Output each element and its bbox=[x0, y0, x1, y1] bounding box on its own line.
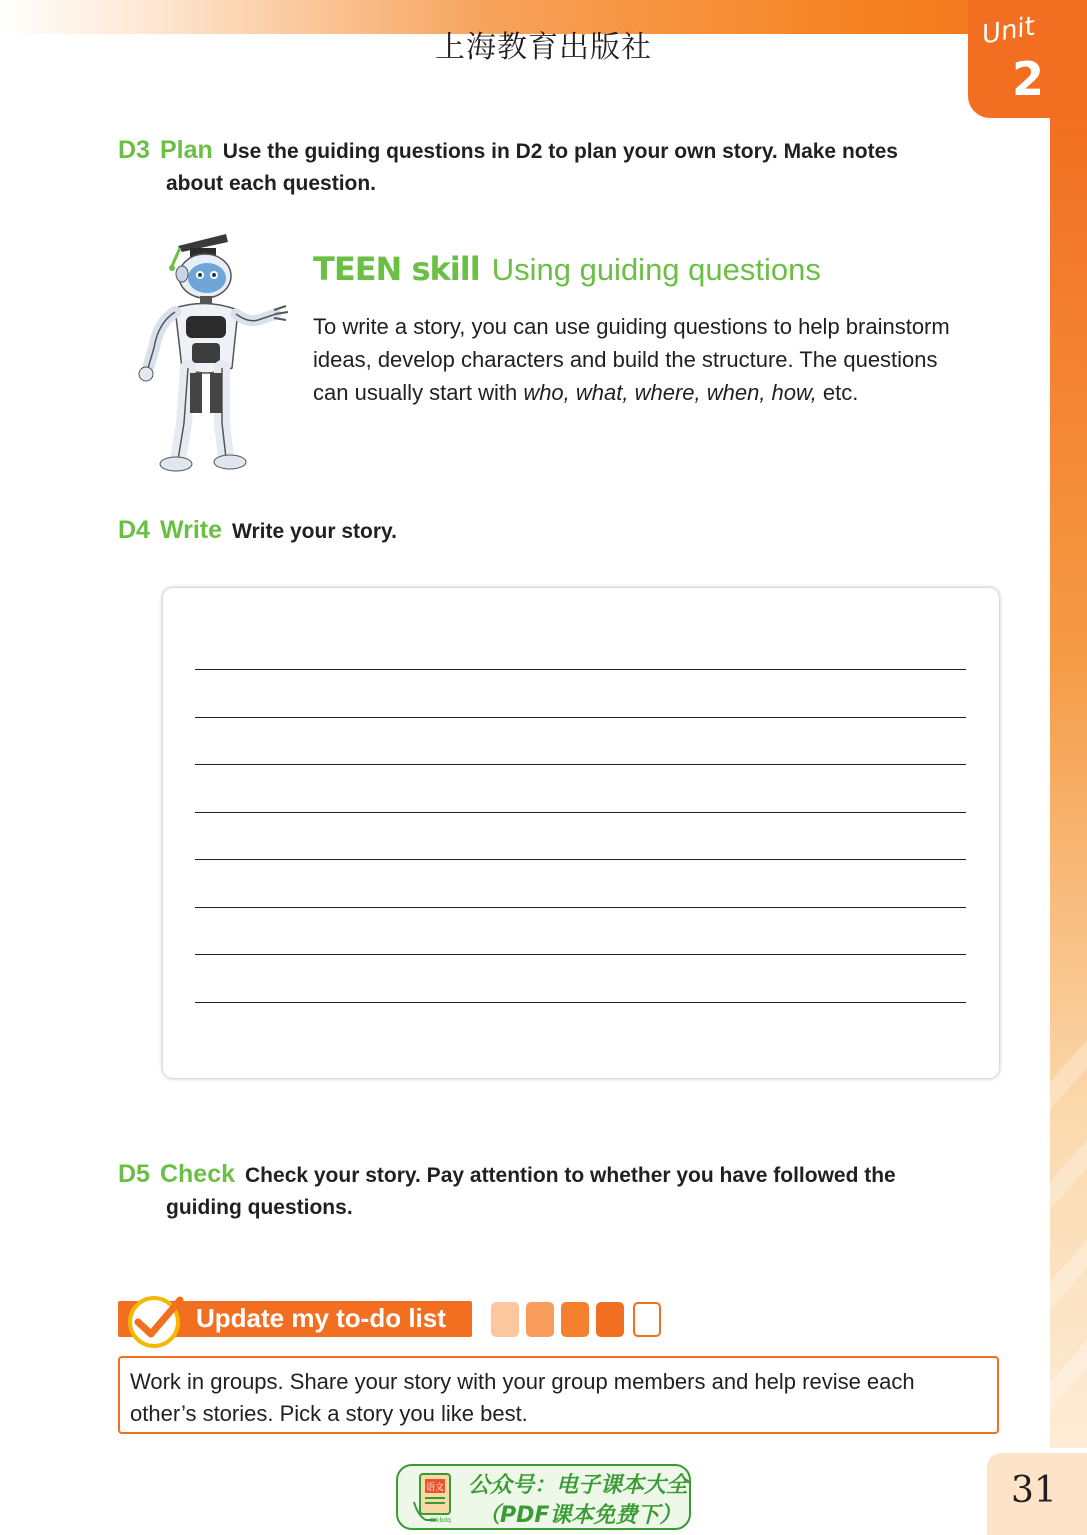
section-code: D3 bbox=[118, 136, 150, 164]
checkmark-icon bbox=[122, 1292, 188, 1348]
section-label: Write bbox=[159, 516, 223, 544]
badge-line1: 公众号：电子课本大全 bbox=[468, 1473, 689, 1498]
teen-skill-body-italic: who, what, where, when, how, bbox=[523, 380, 817, 405]
writing-line bbox=[195, 907, 966, 908]
teen-skill-title: Using guiding questions bbox=[491, 252, 821, 287]
teen-skill-body-end: etc. bbox=[816, 380, 859, 405]
section-instruction-cont: guiding questions. bbox=[166, 1196, 353, 1219]
teen-skill-brand: TEEN skill bbox=[313, 250, 480, 288]
book-icon bbox=[412, 1472, 454, 1524]
section-label: Plan bbox=[159, 136, 213, 164]
section-d4 bbox=[118, 514, 397, 548]
progress-box-empty bbox=[633, 1302, 661, 1337]
unit-number: 2 bbox=[1012, 52, 1045, 106]
publisher-name: 上海教育出版社 bbox=[435, 30, 652, 65]
todo-heading: Update my to-do list bbox=[196, 1303, 446, 1333]
writing-line bbox=[195, 717, 966, 718]
writing-line bbox=[195, 954, 966, 955]
section-label: Check bbox=[159, 1160, 236, 1188]
writing-line bbox=[195, 1002, 966, 1003]
progress-box bbox=[596, 1302, 624, 1337]
progress-box bbox=[491, 1302, 519, 1337]
writing-line bbox=[195, 859, 966, 860]
section-instruction: Use the guiding questions in D2 to plan your own story. Make notes bbox=[222, 140, 898, 163]
section-instruction: Write your story. bbox=[232, 520, 397, 543]
section-code: D4 bbox=[118, 516, 150, 544]
story-writing-area[interactable] bbox=[163, 588, 999, 1078]
section-instruction: Check your story. Pay attention to whether you have followed the bbox=[245, 1164, 896, 1187]
teen-skill-body bbox=[313, 310, 963, 409]
teen-skill-body-text: To write a story, you can use guiding questions to help brainstorm ideas, develop characters and build the structure. The questions can usually start with bbox=[313, 314, 950, 405]
progress-box bbox=[526, 1302, 554, 1337]
todo-task-box: Work in groups. Share your story with your group members and help revise each other’s stories. Pick a story you like best. bbox=[118, 1356, 999, 1434]
page-number: 31 bbox=[1011, 1470, 1057, 1511]
writing-line bbox=[195, 812, 966, 813]
unit-label: Unit bbox=[979, 11, 1038, 51]
section-d3 bbox=[118, 134, 898, 200]
badge-line2: （PDF课本免费下） bbox=[478, 1503, 682, 1528]
book-icon-caption: dzkbdq bbox=[429, 1517, 451, 1524]
writing-line bbox=[195, 764, 966, 765]
book-icon-text: 语文 bbox=[425, 1483, 445, 1493]
wechat-badge bbox=[396, 1464, 691, 1530]
section-instruction-cont: about each question. bbox=[166, 172, 377, 195]
section-d5 bbox=[118, 1158, 896, 1224]
progress-box bbox=[561, 1302, 589, 1337]
writing-line bbox=[195, 669, 966, 670]
teen-skill-heading bbox=[313, 250, 821, 288]
section-code: D5 bbox=[118, 1160, 150, 1188]
robot-illustration bbox=[130, 228, 290, 473]
